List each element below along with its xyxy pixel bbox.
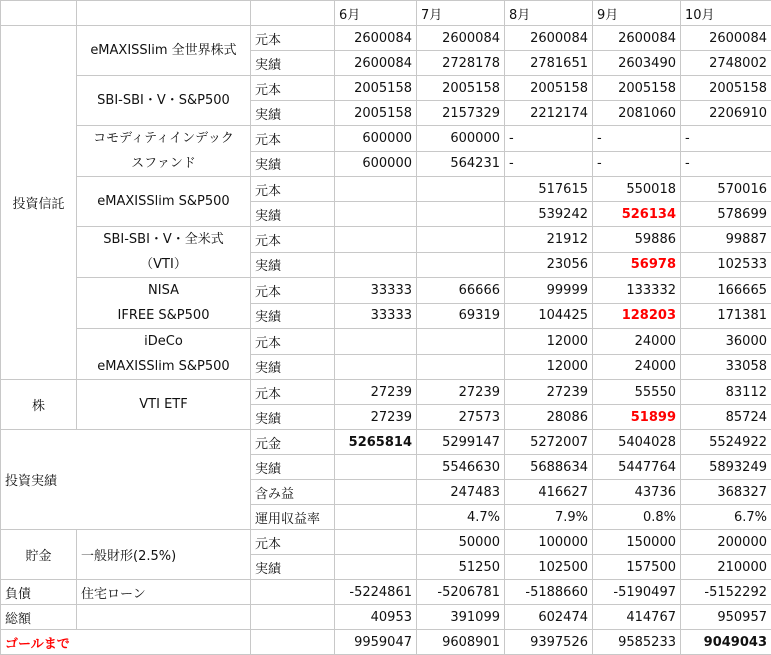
cell[interactable]: -: [505, 151, 593, 177]
cell[interactable]: [417, 177, 505, 202]
fund-name-line1: eMAXISSlim S&P500: [81, 189, 246, 214]
cell[interactable]: -: [593, 126, 681, 152]
table-row: [1, 278, 771, 304]
header-blank[interactable]: [77, 1, 251, 26]
cell[interactable]: 368327: [681, 480, 771, 505]
cell[interactable]: 2600084: [417, 26, 505, 51]
cell[interactable]: 24000: [593, 329, 681, 355]
cell[interactable]: 570016: [681, 177, 771, 202]
cell[interactable]: 2005158: [335, 76, 417, 101]
month-header[interactable]: 8月: [505, 1, 593, 26]
cell[interactable]: 5447764: [593, 455, 681, 480]
row-label[interactable]: 元本: [251, 329, 335, 355]
row-label[interactable]: 実績: [251, 303, 335, 329]
fund-name-line2: （VTI）: [81, 252, 246, 277]
cell[interactable]: 12000: [505, 329, 593, 355]
fund-name[interactable]: [77, 126, 251, 177]
cell[interactable]: 414767: [593, 605, 681, 630]
cell[interactable]: 69319: [417, 303, 505, 329]
fund-name[interactable]: [77, 278, 251, 329]
cell[interactable]: 2005158: [505, 76, 593, 101]
row-label[interactable]: 実績: [251, 354, 335, 380]
cell[interactable]: 2600084: [681, 26, 771, 51]
cell[interactable]: 0.8%: [593, 505, 681, 530]
header-blank[interactable]: [1, 1, 77, 26]
stock-name[interactable]: VTI ETF: [77, 380, 251, 430]
cell[interactable]: 28086: [505, 405, 593, 430]
cell[interactable]: 157500: [593, 555, 681, 580]
cell[interactable]: 9585233: [593, 630, 681, 655]
cell[interactable]: 7.9%: [505, 505, 593, 530]
category-debt[interactable]: 負債: [1, 580, 77, 605]
cell[interactable]: 27239: [335, 405, 417, 430]
cell[interactable]: [417, 354, 505, 380]
cell[interactable]: 2005158: [681, 76, 771, 101]
cell[interactable]: 99887: [681, 227, 771, 253]
fund-name[interactable]: [77, 227, 251, 278]
row-label[interactable]: 元本: [251, 278, 335, 304]
cell[interactable]: [335, 227, 417, 253]
row-label[interactable]: 元本: [251, 530, 335, 555]
cell[interactable]: -5224861: [335, 580, 417, 605]
cell[interactable]: 83112: [681, 380, 771, 405]
cell[interactable]: 2728178: [417, 51, 505, 76]
month-header[interactable]: 9月: [593, 1, 681, 26]
cell[interactable]: 99999: [505, 278, 593, 304]
cell[interactable]: 171381: [681, 303, 771, 329]
row-label[interactable]: 実績: [251, 202, 335, 227]
cell[interactable]: 2005158: [593, 76, 681, 101]
cell[interactable]: -: [593, 151, 681, 177]
cell[interactable]: 2600084: [335, 51, 417, 76]
cell[interactable]: 36000: [681, 329, 771, 355]
cell[interactable]: 2157329: [417, 101, 505, 126]
cell[interactable]: 50000: [417, 530, 505, 555]
fund-name[interactable]: [77, 76, 251, 126]
cell[interactable]: 517615: [505, 177, 593, 202]
fund-name[interactable]: [77, 26, 251, 76]
row-label[interactable]: 元本: [251, 177, 335, 202]
month-header[interactable]: 6月: [335, 1, 417, 26]
cell[interactable]: 27239: [417, 380, 505, 405]
cell[interactable]: [417, 202, 505, 227]
cell[interactable]: 59886: [593, 227, 681, 253]
cell-bold[interactable]: 5265814: [335, 430, 417, 455]
savings-name[interactable]: 一般財形(2.5%): [77, 530, 251, 580]
table-row: [1, 380, 771, 405]
cell[interactable]: 55550: [593, 380, 681, 405]
cell[interactable]: [335, 177, 417, 202]
cell[interactable]: 2600084: [505, 26, 593, 51]
cell[interactable]: 9397526: [505, 630, 593, 655]
cell[interactable]: 100000: [505, 530, 593, 555]
category-goal[interactable]: ゴールまで: [1, 630, 251, 655]
cell[interactable]: 27573: [417, 405, 505, 430]
blank-cell[interactable]: [77, 605, 251, 630]
cell[interactable]: 578699: [681, 202, 771, 227]
cell[interactable]: [335, 252, 417, 278]
fund-name-line2: スファンド: [81, 151, 246, 176]
cell[interactable]: 247483: [417, 480, 505, 505]
cell[interactable]: 391099: [417, 605, 505, 630]
cell[interactable]: 66666: [417, 278, 505, 304]
cell[interactable]: 4.7%: [417, 505, 505, 530]
month-header[interactable]: 7月: [417, 1, 505, 26]
cell[interactable]: [417, 252, 505, 278]
cell[interactable]: 5299147: [417, 430, 505, 455]
row-label[interactable]: 元本: [251, 380, 335, 405]
month-header[interactable]: 10月: [681, 1, 771, 26]
cell-highlight[interactable]: 56978: [593, 252, 681, 278]
cell-bold[interactable]: 9049043: [681, 630, 771, 655]
row-label[interactable]: 元本: [251, 26, 335, 51]
cell[interactable]: [335, 354, 417, 380]
table-row: [1, 26, 771, 51]
row-label[interactable]: 実績: [251, 51, 335, 76]
cell[interactable]: 2081060: [593, 101, 681, 126]
cell[interactable]: 2212174: [505, 101, 593, 126]
cell[interactable]: 33058: [681, 354, 771, 380]
category-savings[interactable]: 貯金: [1, 530, 77, 580]
cell[interactable]: 133332: [593, 278, 681, 304]
cell[interactable]: 2600084: [593, 26, 681, 51]
cell[interactable]: 43736: [593, 480, 681, 505]
cell[interactable]: 24000: [593, 354, 681, 380]
cell[interactable]: 33333: [335, 303, 417, 329]
row-label[interactable]: 元金: [251, 430, 335, 455]
blank-cell[interactable]: [251, 580, 335, 605]
cell[interactable]: 210000: [681, 555, 771, 580]
table-row: [1, 329, 771, 355]
fund-name-line2: eMAXISSlim S&P500: [81, 354, 246, 379]
blank-cell[interactable]: [251, 605, 335, 630]
cell[interactable]: 40953: [335, 605, 417, 630]
header-row: [1, 1, 771, 26]
cell-highlight[interactable]: 51899: [593, 405, 681, 430]
cell[interactable]: 21912: [505, 227, 593, 253]
cell[interactable]: [335, 555, 417, 580]
row-label[interactable]: 元本: [251, 76, 335, 101]
row-label[interactable]: 実績: [251, 555, 335, 580]
cell[interactable]: 2781651: [505, 51, 593, 76]
cell[interactable]: 2005158: [335, 101, 417, 126]
cell[interactable]: 9959047: [335, 630, 417, 655]
row-label[interactable]: 含み益: [251, 480, 335, 505]
cell[interactable]: 950957: [681, 605, 771, 630]
cell[interactable]: 600000: [417, 126, 505, 152]
cell[interactable]: [335, 455, 417, 480]
cell[interactable]: 5272007: [505, 430, 593, 455]
row-label[interactable]: 運用収益率: [251, 505, 335, 530]
fund-name-line1: SBI-SBI・V・S&P500: [81, 88, 246, 113]
table-row: [1, 580, 771, 605]
cell[interactable]: 6.7%: [681, 505, 771, 530]
cell[interactable]: -: [681, 151, 771, 177]
table-row: [1, 430, 771, 455]
cell[interactable]: 85724: [681, 405, 771, 430]
row-label[interactable]: 実績: [251, 455, 335, 480]
cell[interactable]: 102533: [681, 252, 771, 278]
cell[interactable]: [335, 202, 417, 227]
cell[interactable]: 104425: [505, 303, 593, 329]
row-label[interactable]: 実績: [251, 405, 335, 430]
table-row: [1, 227, 771, 253]
category-stock[interactable]: 株: [1, 380, 77, 430]
debt-name[interactable]: 住宅ローン: [77, 580, 251, 605]
cell[interactable]: 2748002: [681, 51, 771, 76]
cell[interactable]: -5206781: [417, 580, 505, 605]
row-label[interactable]: 実績: [251, 101, 335, 126]
cell[interactable]: 2206910: [681, 101, 771, 126]
row-label[interactable]: 実績: [251, 151, 335, 177]
category-performance[interactable]: 投資実績: [1, 430, 251, 530]
fund-name-line2: IFREE S&P500: [81, 303, 246, 328]
fund-name-line1: SBI-SBI・V・全米式: [81, 227, 246, 252]
table-row: [1, 76, 771, 101]
category-total[interactable]: 総額: [1, 605, 77, 630]
fund-name-line1: eMAXISSlim 全世界株式: [81, 38, 246, 63]
cell-highlight[interactable]: 128203: [593, 303, 681, 329]
table-row: [1, 605, 771, 630]
cell[interactable]: 102500: [505, 555, 593, 580]
cell[interactable]: [335, 505, 417, 530]
cell[interactable]: 9608901: [417, 630, 505, 655]
fund-name[interactable]: [77, 329, 251, 380]
cell[interactable]: 12000: [505, 354, 593, 380]
cell[interactable]: 5893249: [681, 455, 771, 480]
cell[interactable]: -5188660: [505, 580, 593, 605]
cell-highlight[interactable]: 526134: [593, 202, 681, 227]
table-row: [1, 126, 771, 152]
cell[interactable]: 602474: [505, 605, 593, 630]
cell[interactable]: 166665: [681, 278, 771, 304]
cell[interactable]: 27239: [335, 380, 417, 405]
cell[interactable]: -: [505, 126, 593, 152]
cell[interactable]: 539242: [505, 202, 593, 227]
row-label[interactable]: 元本: [251, 227, 335, 253]
cell[interactable]: 5404028: [593, 430, 681, 455]
cell[interactable]: 5524922: [681, 430, 771, 455]
cell[interactable]: 564231: [417, 151, 505, 177]
cell[interactable]: 600000: [335, 151, 417, 177]
cell[interactable]: [335, 530, 417, 555]
cell[interactable]: [417, 227, 505, 253]
cell[interactable]: 550018: [593, 177, 681, 202]
cell[interactable]: -5152292: [681, 580, 771, 605]
cell[interactable]: -: [681, 126, 771, 152]
cell[interactable]: [417, 329, 505, 355]
cell[interactable]: 27239: [505, 380, 593, 405]
category-trust[interactable]: 投資信託: [1, 26, 77, 380]
row-label[interactable]: 実績: [251, 252, 335, 278]
cell[interactable]: 2005158: [417, 76, 505, 101]
table-row: [1, 530, 771, 555]
cell[interactable]: 600000: [335, 126, 417, 152]
cell[interactable]: 150000: [593, 530, 681, 555]
fund-name[interactable]: [77, 177, 251, 227]
cell[interactable]: [335, 480, 417, 505]
cell[interactable]: 200000: [681, 530, 771, 555]
cell[interactable]: 2600084: [335, 26, 417, 51]
cell[interactable]: 5688634: [505, 455, 593, 480]
cell[interactable]: -5190497: [593, 580, 681, 605]
fund-name-line1: NISA: [81, 278, 246, 303]
fund-name-line1: iDeCo: [81, 329, 246, 354]
cell[interactable]: 416627: [505, 480, 593, 505]
fund-name-line1: コモディティインデック: [81, 126, 246, 151]
cell[interactable]: 23056: [505, 252, 593, 278]
cell[interactable]: 33333: [335, 278, 417, 304]
header-blank[interactable]: [251, 1, 335, 26]
table-row: [1, 177, 771, 202]
cell[interactable]: [335, 329, 417, 355]
cell[interactable]: 2603490: [593, 51, 681, 76]
row-label[interactable]: 元本: [251, 126, 335, 152]
cell[interactable]: 5546630: [417, 455, 505, 480]
cell[interactable]: 51250: [417, 555, 505, 580]
